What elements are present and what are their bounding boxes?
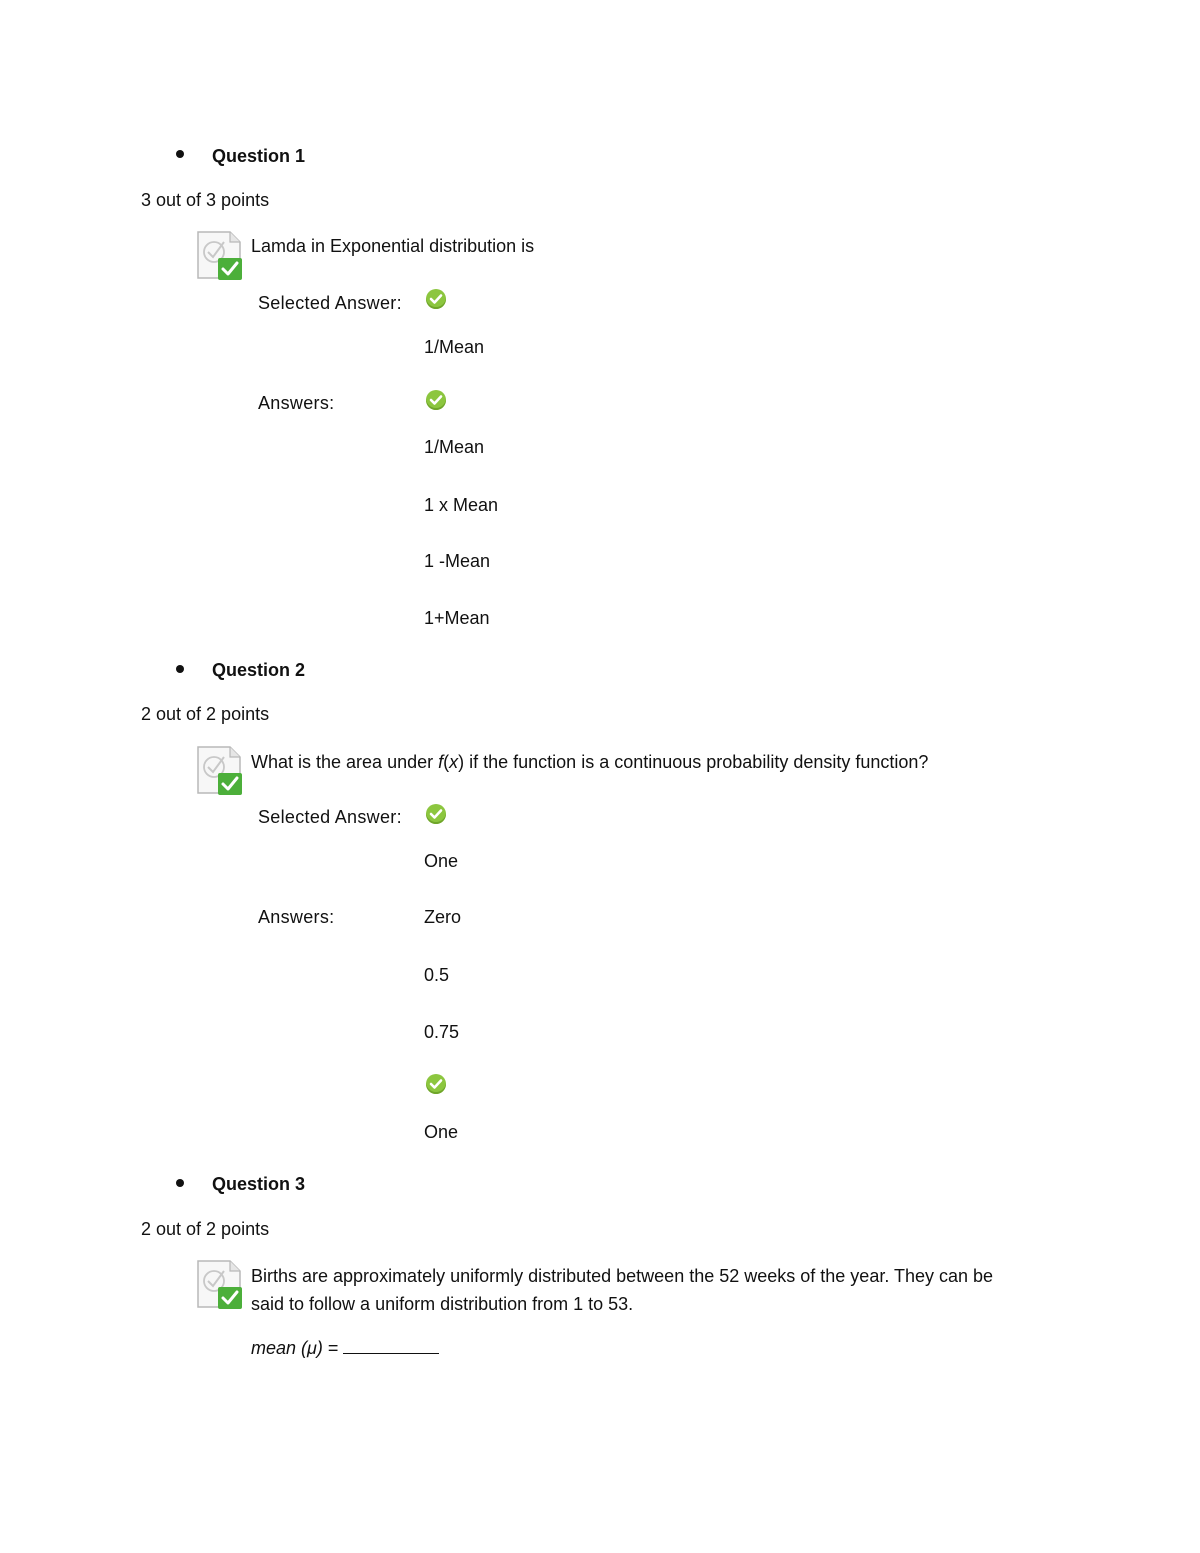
correct-check-icon [426,804,446,824]
answer-option: 0.5 [424,965,450,985]
list-bullet [176,150,184,158]
variable-symbol: x [449,752,459,772]
paren-close: ) [458,752,465,772]
formula-line [251,1339,439,1357]
answer-option: Zero [424,907,462,927]
selected-answer-label: Selected Answer: [258,293,402,313]
graded-correct-icon [194,1259,246,1311]
question-1-text: Lamda in Exponential distribution is [251,236,535,256]
question-2-points: 2 out of 2 points [141,704,270,724]
answer-option: 1 x Mean [424,495,499,515]
answer-option: 0.75 [424,1022,460,1042]
question-1-points: 3 out of 3 points [141,190,270,210]
answers-label: Answers: [258,907,335,927]
selected-answer-value: One [424,851,459,871]
answer-blank [343,1339,439,1354]
paren-open: ( [443,752,450,772]
list-bullet [176,1179,184,1187]
question-2-title: Question 2 [212,660,306,680]
question-3-text-line-1: Births are approximately uniformly distributed between the 52 weeks of the year. They can be [251,1266,994,1286]
function-symbol: f [438,752,444,772]
graded-correct-icon [194,745,246,797]
question-3-text-line-2: said to follow a uniform distribution from 1 to 53. [251,1294,634,1314]
question-3-points: 2 out of 2 points [141,1219,270,1239]
question-2-text [251,753,928,771]
question-2-text-after: if the function is a continuous probability density function? [464,752,929,772]
correct-check-icon [426,289,446,309]
formula-label: mean (μ) [251,1338,323,1358]
list-bullet [176,665,184,673]
formula-equals: = [322,1338,344,1358]
correct-check-icon [426,1074,446,1094]
question-3-title: Question 3 [212,1174,306,1194]
answer-option: 1+Mean [424,608,490,628]
answer-option: 1 -Mean [424,551,491,571]
answer-option: One [424,1122,459,1142]
selected-answer-label: Selected Answer: [258,807,402,827]
graded-correct-icon [194,230,246,282]
answer-option: 1/Mean [424,437,485,457]
answers-label: Answers: [258,393,335,413]
selected-answer-value: 1/Mean [424,337,485,357]
correct-check-icon [426,390,446,410]
question-2-text-before: What is the area under [251,752,439,772]
question-1-title: Question 1 [212,146,306,166]
